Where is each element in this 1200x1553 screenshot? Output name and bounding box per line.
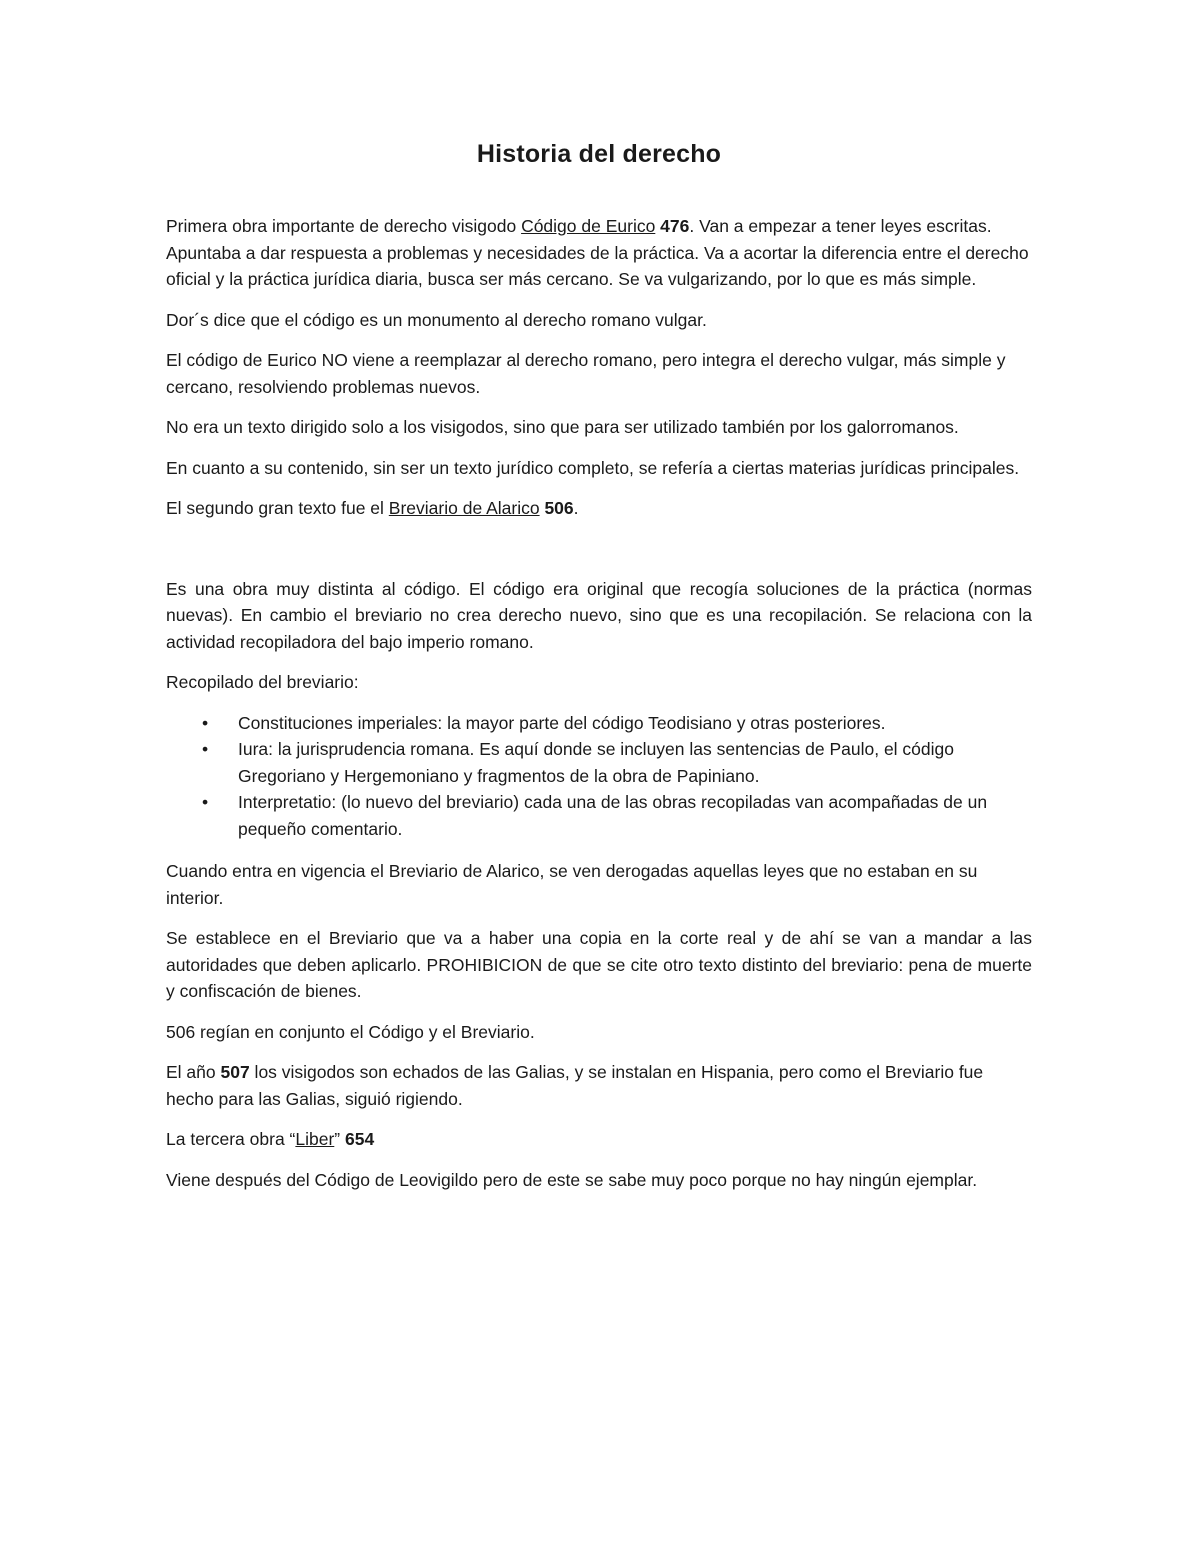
paragraph-recopilado: Recopilado del breviario: — [166, 672, 359, 692]
paragraph-visigodos: No era un texto dirigido solo a los visigodos, sino que para ser utilizado también por los galorromanos. — [166, 417, 959, 437]
paragraph-dors: Dor´s dice que el código es un monumento al derecho romano vulgar. — [166, 309, 707, 330]
paragraph-contenido: En cuanto a su contenido, sin ser un texto jurídico completo, se refería a ciertas materias jurídicas principales. — [166, 457, 1020, 478]
paragraph-vigencia: Cuando entra en vigencia el Breviario de Alarico, se ven derogadas aquellas leyes que no estaban en su interior. — [166, 861, 978, 908]
codigo-eurico-link[interactable]: Código de Eurico — [521, 216, 656, 236]
bullet-icon: • — [202, 739, 209, 759]
breviario-alarico-link[interactable]: Breviario de Alarico — [388, 498, 540, 518]
liber-link[interactable]: Liber — [295, 1129, 335, 1149]
paragraph-liber: La tercera obra “Liber” 654 — [166, 1129, 375, 1149]
paragraph-506: 506 regían en conjunto el Código y el Breviario. — [166, 1021, 535, 1042]
bullet-icon: • — [202, 792, 209, 812]
bullet-list — [166, 710, 1032, 843]
paragraph-copia-corte: Se establece en el Breviario que va a haber una copia en la corte real y de ahí se van a mandar a las autoridades que deben aplicarlo. PROHIBICION de que se cite otro texto distinto del breviario: pena de muerte y confiscación de bienes. — [166, 928, 1032, 1001]
paragraph-reemplazar: El código de Eurico NO viene a reemplazar al derecho romano, pero integra el derecho vulgar, más simple y cercano, resolviendo problemas nuevos. — [166, 350, 1006, 397]
blank-line — [166, 536, 1032, 576]
document-page — [166, 140, 1032, 1207]
bullet-icon: • — [202, 712, 209, 733]
list-item: • Constituciones imperiales: la mayor parte del código Teodisiano y otras posteriores. — [166, 710, 1032, 737]
paragraph-507: El año 507 los visigodos son echados de las Galias, y se instalan en Hispania, pero como el Breviario fue hecho para las Galias, siguió rigiendo. — [166, 1062, 984, 1109]
list-item: • Iura: la jurisprudencia romana. Es aquí donde se incluyen las sentencias de Paulo, el código Gregoriano y Hergemoniano y fragmentos de la obra de Papiniano. — [166, 736, 1032, 789]
paragraph-codigo-eurico: Primera obra importante de derecho visigodo Código de Eurico 476. Van a empezar a tener leyes escritas. — [166, 216, 992, 236]
page-title: Historia del derecho — [476, 140, 722, 168]
paragraph-obra-distinta: Es una obra muy distinta al código. El código era original que recogía soluciones de la práctica (normas nuevas). En cambio el breviario no crea derecho nuevo, sino que es una recopilación. Se relaciona con la actividad recopiladora del bajo imperio romano. — [166, 578, 1032, 652]
paragraph-leovigildo: Viene después del Código de Leovigildo pero de este se sabe muy poco porque no hay ningún ejemplar. — [166, 1169, 978, 1190]
paragraph-apuntaba: Apuntaba a dar respuesta a problemas y necesidades de la práctica. Va a acortar la diferencia entre el derecho oficial y la práctica jurídica diaria, busca ser más cercano. Se va vulgarizando, por lo que es más simple. — [166, 242, 1029, 289]
paragraph-breviario-alarico: El segundo gran texto fue el Breviario de Alarico 506. — [166, 498, 579, 518]
list-item: • Interpretatio: (lo nuevo del breviario) cada una de las obras recopiladas van acompañadas de un pequeño comentario. — [166, 789, 1032, 842]
